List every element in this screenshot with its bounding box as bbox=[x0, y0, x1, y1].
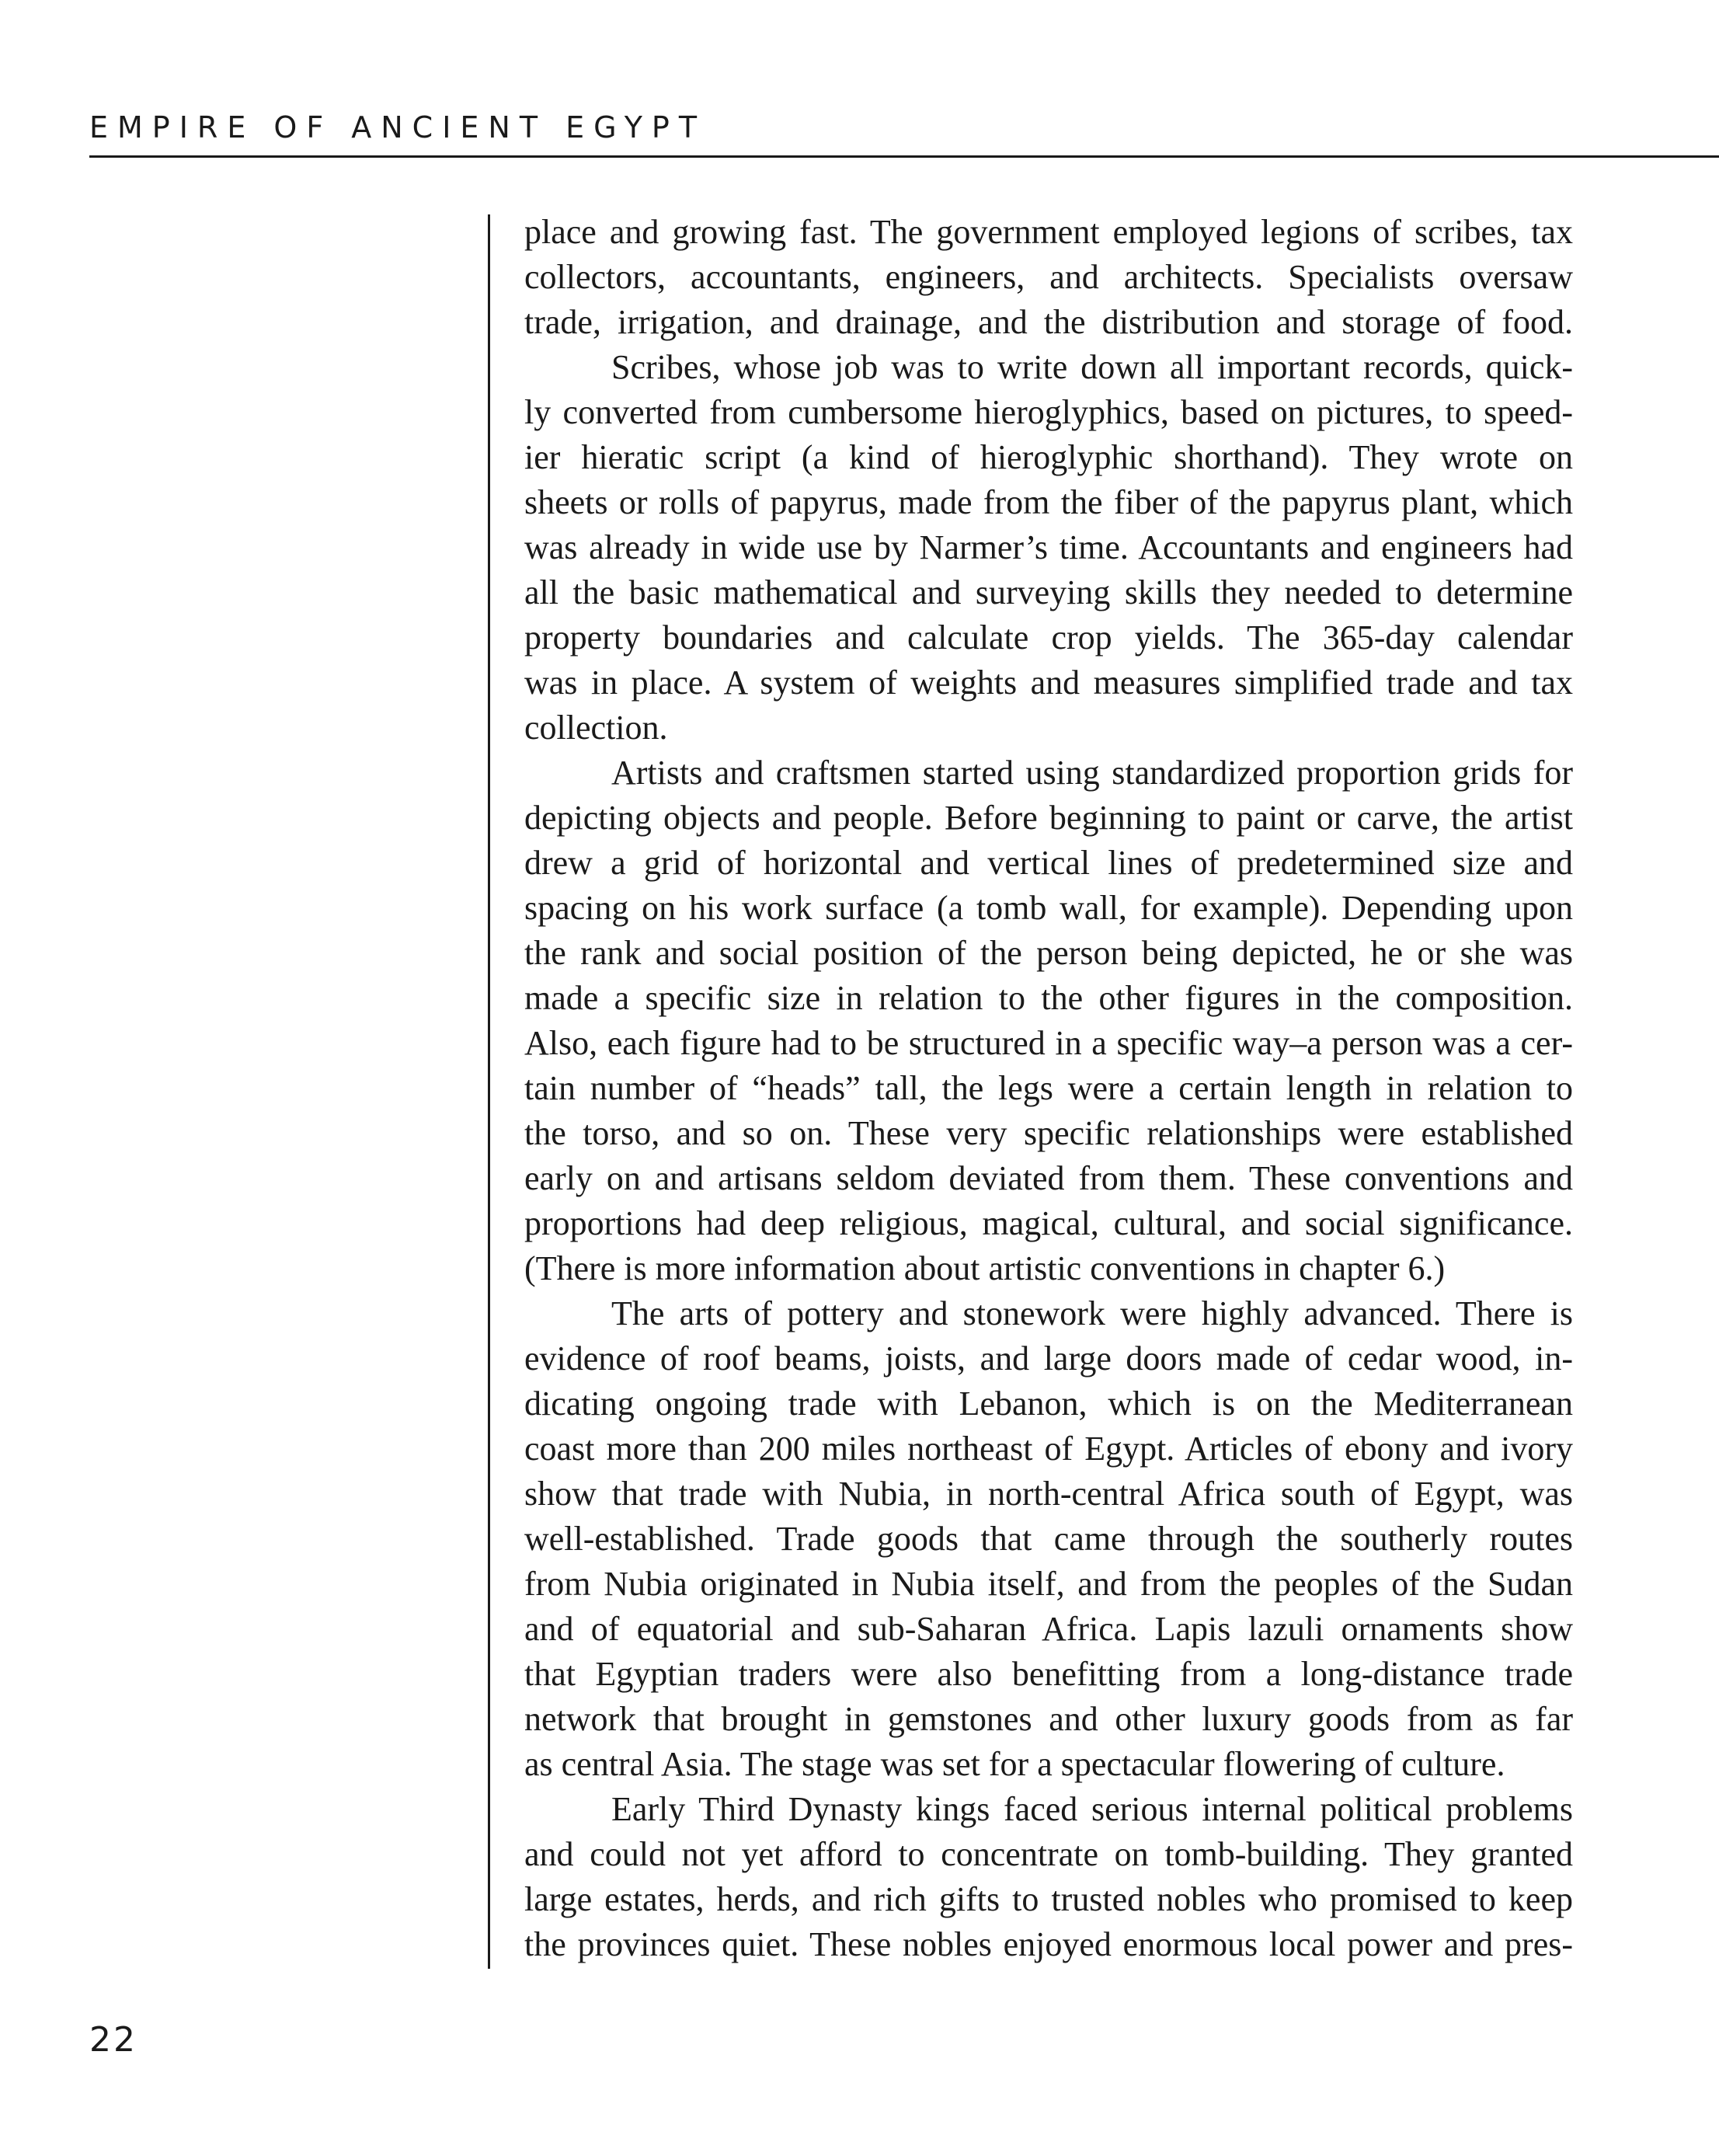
text-line: that Egyptian traders were also benefitting from a long-distance trade bbox=[524, 1655, 1573, 1693]
text-line: was already in wide use by Narmer’s time. Accountants and engineers had bbox=[524, 528, 1573, 566]
text-line: sheets or rolls of papyrus, made from the fiber of the papyrus plant, which bbox=[524, 483, 1573, 521]
body-text bbox=[524, 210, 1573, 1967]
text-line: place and growing fast. The government employed legions of scribes, tax bbox=[524, 213, 1573, 251]
header-rule bbox=[89, 155, 1719, 158]
paragraph-first-line: Scribes, whose job was to write down all important records, quick- bbox=[611, 348, 1573, 386]
text-line: tain number of “heads” tall, the legs were a certain length in relation to bbox=[524, 1069, 1573, 1107]
text-line: collectors, accountants, engineers, and architects. Specialists oversaw bbox=[524, 258, 1573, 296]
text-line: coast more than 200 miles northeast of Egypt. Articles of ebony and ivory bbox=[524, 1430, 1573, 1468]
text-line: made a specific size in relation to the other figures in the composition. bbox=[524, 979, 1573, 1017]
text-line: was in place. A system of weights and measures simplified trade and tax bbox=[524, 664, 1573, 702]
text-line: the provinces quiet. These nobles enjoyed enormous local power and pres- bbox=[524, 1925, 1573, 1963]
text-line: early on and artisans seldom deviated from them. These conventions and bbox=[524, 1159, 1573, 1197]
text-line: show that trade with Nubia, in north-central Africa south of Egypt, was bbox=[524, 1475, 1573, 1513]
text-line: large estates, herds, and rich gifts to trusted nobles who promised to keep bbox=[524, 1880, 1573, 1918]
paragraph-last-line: as central Asia. The stage was set for a spectacular flowering of culture. bbox=[524, 1745, 1505, 1783]
text-line: ier hieratic script (a kind of hieroglyphic shorthand). They wrote on bbox=[524, 438, 1573, 476]
text-line: from Nubia originated in Nubia itself, and from the peoples of the Sudan bbox=[524, 1565, 1573, 1603]
text-line: drew a grid of horizontal and vertical lines of predetermined size and bbox=[524, 844, 1573, 882]
margin-rule bbox=[488, 214, 490, 1969]
text-line: the rank and social position of the person being depicted, he or she was bbox=[524, 934, 1573, 972]
text-line: depicting objects and people. Before beginning to paint or carve, the artist bbox=[524, 799, 1573, 837]
text-line: and of equatorial and sub-Saharan Africa. Lapis lazuli ornaments show bbox=[524, 1610, 1573, 1648]
text-line: network that brought in gemstones and other luxury goods from as far bbox=[524, 1700, 1573, 1738]
text-line: evidence of roof beams, joists, and large doors made of cedar wood, in- bbox=[524, 1339, 1573, 1378]
paragraph-first-line: Artists and craftsmen started using standardized proportion grids for bbox=[611, 754, 1573, 792]
text-line: trade, irrigation, and drainage, and the distribution and storage of food. bbox=[524, 303, 1573, 341]
text-line: proportions had deep religious, magical, cultural, and social significance. bbox=[524, 1204, 1573, 1242]
text-line: ly converted from cumbersome hieroglyphics, based on pictures, to speed- bbox=[524, 393, 1573, 431]
text-line: property boundaries and calculate crop yields. The 365-day calendar bbox=[524, 618, 1573, 657]
page-number: 22 bbox=[89, 2020, 137, 2060]
text-line: spacing on his work surface (a tomb wall, for example). Depending upon bbox=[524, 889, 1573, 927]
text-line: the torso, and so on. These very specific relationships were established bbox=[524, 1114, 1573, 1152]
paragraph-first-line: Early Third Dynasty kings faced serious internal political problems bbox=[611, 1790, 1573, 1828]
paragraph-first-line: The arts of pottery and stonework were highly advanced. There is bbox=[611, 1294, 1573, 1332]
paragraph-last-line: collection. bbox=[524, 709, 668, 747]
paragraph-last-line: (There is more information about artistic conventions in chapter 6.) bbox=[524, 1249, 1446, 1287]
text-line: and could not yet afford to concentrate on tomb-building. They granted bbox=[524, 1835, 1573, 1873]
running-head-title: EMPIRE OF ANCIENT EGYPT bbox=[89, 110, 707, 145]
text-line: all the basic mathematical and surveying skills they needed to determine bbox=[524, 573, 1573, 611]
text-line: well-established. Trade goods that came through the southerly routes bbox=[524, 1520, 1573, 1558]
text-line: dicating ongoing trade with Lebanon, which is on the Mediterranean bbox=[524, 1385, 1573, 1423]
text-line: Also, each figure had to be structured in a specific way–a person was a cer- bbox=[524, 1024, 1573, 1062]
